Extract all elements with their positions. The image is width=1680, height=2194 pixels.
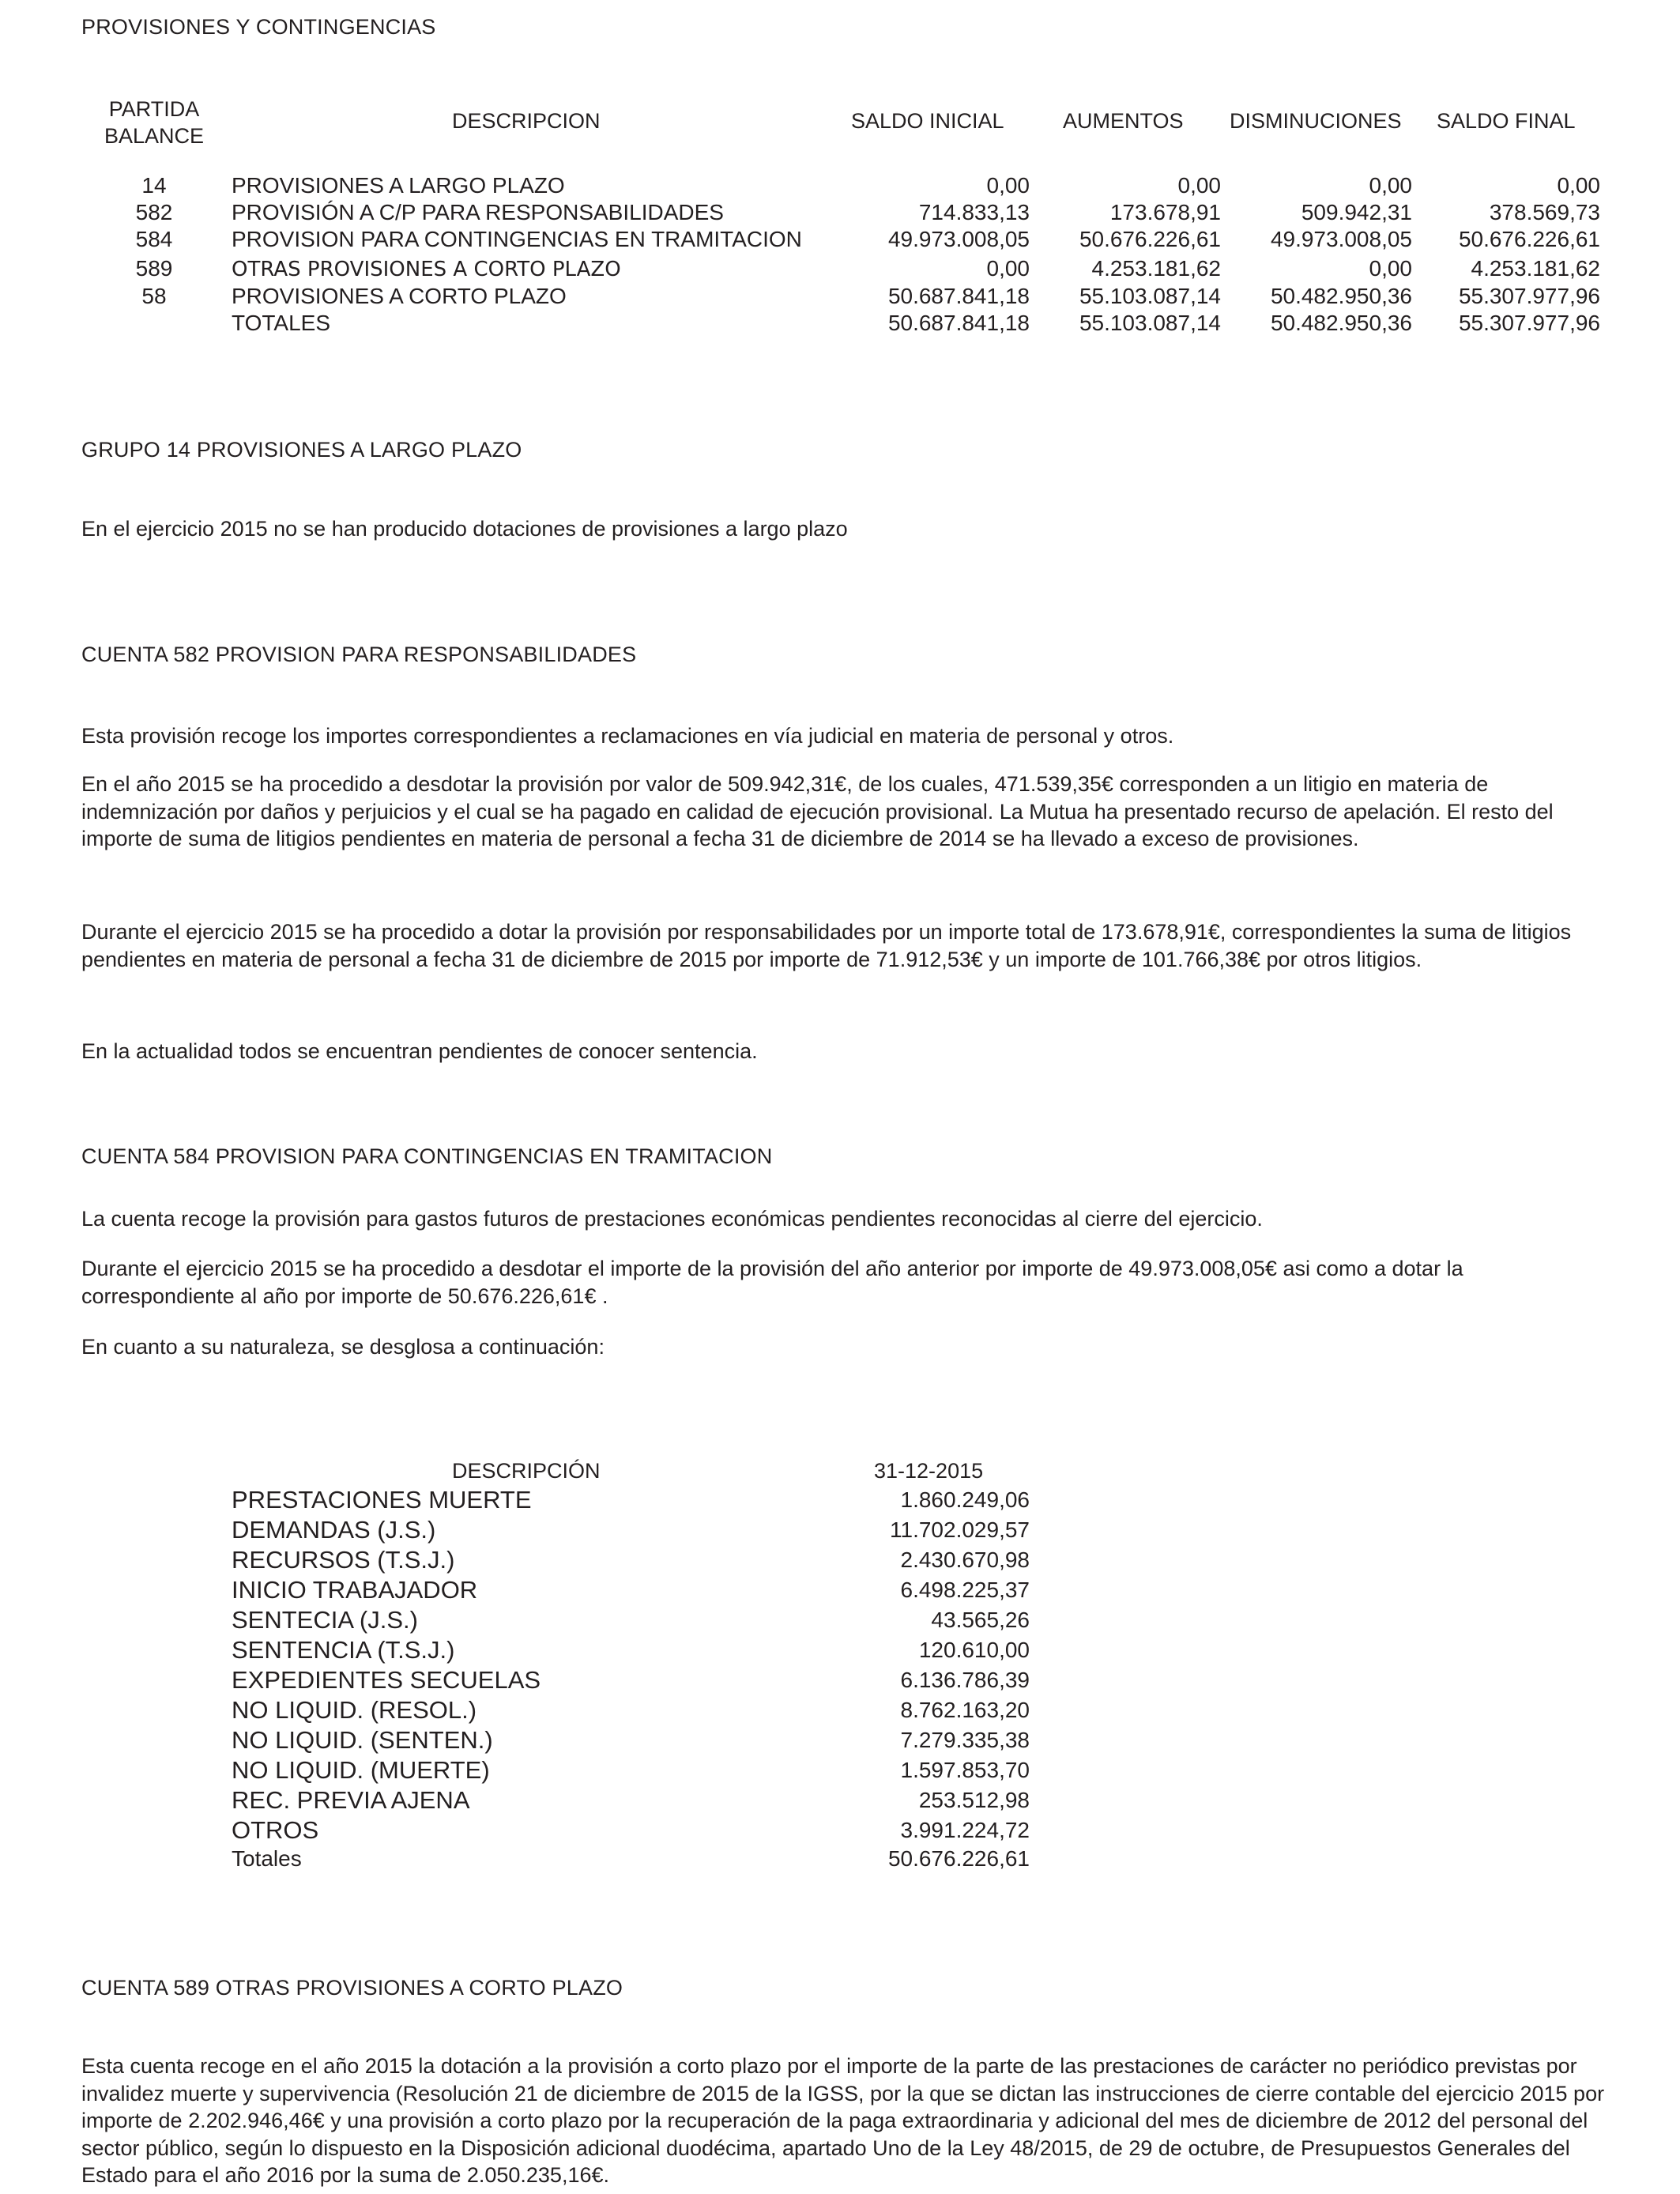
table-row-totals [0,311,1680,338]
paragraph: Esta cuenta recoge en el año 2015 la dotación a la provisión a corto plazo por el importe de la parte de las prestaciones de carácter no periódico previstas por invalidez muerte y supervivencia (Resolución 21 de diciembre de 2015 de la IGSS, por la que se dictan las instrucciones de cierre contable del ejercicio 2015 por importe de 2.202.946,46€ y una provisión a corto plazo por la recuperación de la paga extraordinaria y adicional del mes de diciembre de 2012 del personal del sector público, según lo dispuesto en la Disposición adicional duodécima, apartado Uno de la Ley 48/2015, de 29 de octubre, de Presupuestos Generales del Estado para el año 2016 por la suma de 2.050.235,16€. [81,2054,1605,2187]
row-code: 582 [135,200,173,224]
section-heading-cuenta-589: CUENTA 589 OTRAS PROVISIONES A CORTO PLAZO [81,1976,623,2000]
row-value: 1.860.249,06 [900,1487,1030,1512]
header-saldo-final: SALDO FINAL [1437,109,1576,133]
row-disminuciones: 0,00 [1369,256,1412,281]
table-row [0,1756,1680,1786]
table-row-totals [0,1846,1680,1876]
table-row [0,173,1680,201]
paragraph: Esta provisión recoge los importes correspondientes a reclamaciones en vía judicial en materia de personal y otros. [81,724,1174,748]
paragraph: Durante el ejercicio 2015 se ha procedido a desdotar el importe de la provisión del año anterior por importe de 49.973.008,05€ asi como a dotar la correspondiente al año por importe de 50.676.226,61€ . [81,1257,1463,1308]
row-description: RECURSOS (T.S.J.) [232,1546,455,1574]
table-row [0,1726,1680,1756]
header-aumentos: AUMENTOS [1063,109,1184,133]
row-description: SENTENCIA (T.S.J.) [232,1636,455,1664]
paragraph: La cuenta recoge la provisión para gastos futuros de prestaciones económicas pendientes reconocidas al cierre del ejercicio. [81,1207,1263,1231]
row-saldo-inicial: 0,00 [986,256,1030,281]
row-saldo-final: 0,00 [1557,173,1600,198]
header-fecha: 31-12-2015 [874,1459,984,1483]
row-saldo-final: 50.676.226,61 [1458,227,1600,251]
table-row [0,1666,1680,1696]
row-value: 50.676.226,61 [887,1846,1030,1871]
row-aumentos: 173.678,91 [1109,200,1221,224]
row-value: 253.512,98 [918,1788,1030,1812]
header-descripcion: DESCRIPCIÓN [452,1459,601,1483]
row-description: PROVISIONES A CORTO PLAZO [232,284,567,308]
table-row [0,284,1680,311]
row-value: 2.430.670,98 [900,1547,1030,1572]
row-disminuciones: 49.973.008,05 [1270,227,1412,251]
table-row [0,256,1680,284]
row-saldo-final: 378.569,73 [1489,200,1600,224]
table-row [0,1546,1680,1576]
row-description: SENTECIA (J.S.) [232,1606,418,1634]
page-title: PROVISIONES Y CONTINGENCIAS [81,15,436,39]
row-description: NO LIQUID. (MUERTE) [232,1756,490,1784]
paragraph: En el año 2015 se ha procedido a desdotar la provisión por valor de 509.942,31€, de los cuales, 471.539,35€ corresponden a un litigio en materia de indemnización por daños y perjuicios y el cual se ha pagado en calidad de ejecución provisional. La Mutua ha presentado recurso de apelación. El resto del importe de suma de litigios pendientes en materia de personal a fecha 31 de diciembre de 2014 se ha llevado a exceso de provisiones. [81,772,1554,850]
row-value: 3.991.224,72 [900,1818,1030,1842]
row-code: 589 [135,256,173,281]
row-aumentos: 4.253.181,62 [1091,256,1221,281]
paragraph: Durante el ejercicio 2015 se ha procedido a dotar la provisión por responsabilidades por un importe total de 173.678,91€, correspondientes la suma de litigios pendientes en materia de personal a fecha 31 de diciembre de 2015 por importe de 71.912,53€ y un importe de 101.766,38€ por otros litigios. [81,920,1572,971]
header-partida-balance [103,96,205,149]
row-code: 14 [141,173,167,198]
row-description: OTROS [232,1816,319,1844]
row-aumentos: 55.103.087,14 [1079,311,1221,335]
row-description: NO LIQUID. (RESOL.) [232,1696,477,1724]
row-description: EXPEDIENTES SECUELAS [232,1666,541,1694]
row-aumentos: 0,00 [1177,173,1221,198]
header-partida: PARTIDA [108,97,200,121]
row-saldo-inicial: 714.833,13 [918,200,1030,224]
table-row [0,1576,1680,1606]
row-disminuciones: 50.482.950,36 [1270,284,1412,308]
section-heading-grupo-14: GRUPO 14 PROVISIONES A LARGO PLAZO [81,438,522,462]
row-description: TOTALES [232,311,331,335]
row-description: INICIO TRABAJADOR [232,1576,478,1604]
table-row [0,1696,1680,1726]
row-value: 7.279.335,38 [900,1728,1030,1752]
table-row [0,1636,1680,1666]
row-description: PROVISIONES A LARGO PLAZO [232,173,565,198]
row-value: 11.702.029,57 [890,1517,1030,1542]
paragraph: En el ejercicio 2015 no se han producido dotaciones de provisiones a largo plazo [81,517,848,541]
row-description: PRESTACIONES MUERTE [232,1486,532,1514]
section-heading-cuenta-584: CUENTA 584 PROVISION PARA CONTINGENCIAS EN TRAMITACION [81,1144,773,1168]
row-value: 6.136.786,39 [900,1668,1030,1692]
paragraph: En la actualidad todos se encuentran pendientes de conocer sentencia. [81,1039,758,1063]
row-saldo-final: 55.307.977,96 [1458,311,1600,335]
row-saldo-final: 55.307.977,96 [1458,284,1600,308]
row-value: 8.762.163,20 [900,1698,1030,1722]
row-aumentos: 50.676.226,61 [1079,227,1221,251]
row-code: 584 [135,227,173,251]
row-value: 1.597.853,70 [900,1758,1030,1782]
row-description: PROVISIÓN A C/P PARA RESPONSABILIDADES [232,200,724,224]
row-saldo-inicial: 50.687.841,18 [887,284,1030,308]
row-saldo-inicial: 50.687.841,18 [887,311,1030,335]
row-saldo-final: 4.253.181,62 [1471,256,1600,281]
section-heading-cuenta-582: CUENTA 582 PROVISION PARA RESPONSABILIDADES [81,643,637,666]
row-description: PROVISION PARA CONTINGENCIAS EN TRAMITACION [232,227,802,251]
header-disminuciones: DISMINUCIONES [1230,109,1402,133]
header-saldo-inicial: SALDO INICIAL [851,109,1004,133]
table-row [0,227,1680,254]
row-aumentos: 55.103.087,14 [1079,284,1221,308]
row-value: 43.565,26 [931,1608,1030,1632]
row-description: REC. PREVIA AJENA [232,1786,470,1814]
header-descripcion: DESCRIPCION [452,109,601,133]
row-description: NO LIQUID. (SENTEN.) [232,1726,493,1754]
row-description: Totales [232,1846,302,1871]
row-description: DEMANDAS (J.S.) [232,1516,436,1544]
row-description: OTRAS PROVISIONES A CORTO PLAZO [232,258,621,281]
row-saldo-inicial: 49.973.008,05 [887,227,1030,251]
table-row [0,1786,1680,1816]
row-value: 6.498.225,37 [900,1578,1030,1602]
table-row [0,1606,1680,1636]
row-value: 120.610,00 [918,1638,1030,1662]
row-disminuciones: 0,00 [1369,173,1412,198]
table-row [0,1516,1680,1546]
row-saldo-inicial: 0,00 [986,173,1030,198]
row-disminuciones: 50.482.950,36 [1270,311,1412,335]
table-row [0,1486,1680,1516]
table-row [0,200,1680,228]
row-disminuciones: 509.942,31 [1301,200,1412,224]
header-balance: BALANCE [104,124,205,148]
paragraph: En cuanto a su naturaleza, se desglosa a continuación: [81,1335,605,1359]
table-row [0,1816,1680,1846]
row-code: 58 [141,284,167,308]
